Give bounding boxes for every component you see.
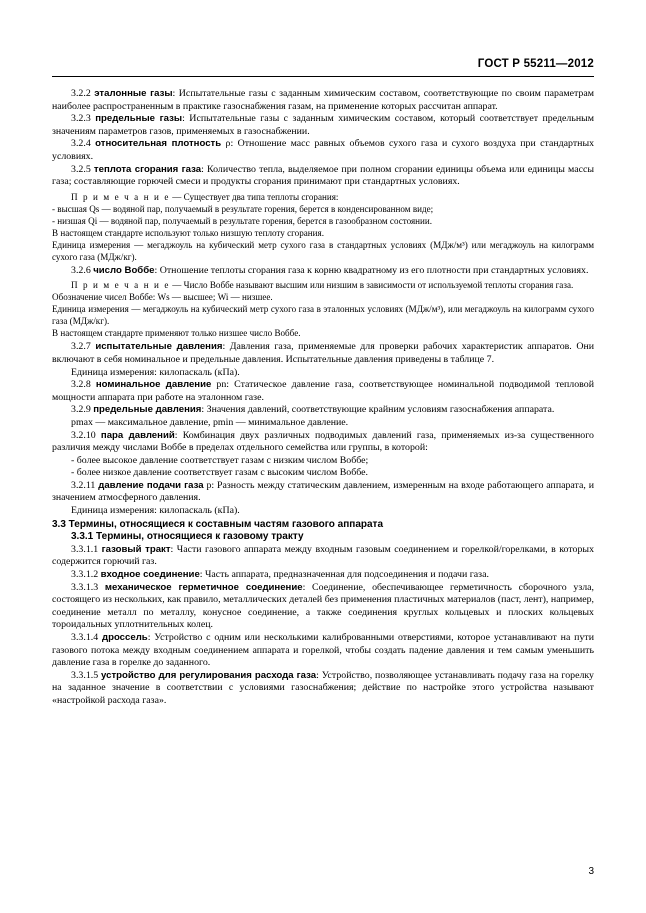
clause-3-2-9 <box>52 404 594 417</box>
list-item: - более низкое давление соответствует газам с высоким числом Воббе. <box>71 467 368 479</box>
clause-number: 3.2.6 <box>71 264 91 276</box>
unit-line-kpa-1: Единица измерения: килопаскаль (кПа). <box>71 366 240 378</box>
clause-3-2-5 <box>52 164 594 189</box>
clause-number: 3.2.5 <box>71 163 91 175</box>
clause-3-3-1-3 <box>52 582 594 632</box>
clause-number: 3.2.2 <box>71 88 91 99</box>
note-label: П р и м е ч а н и е <box>71 280 171 291</box>
clause-text: : Отношение теплоты сгорания газа к корню квадратному из его плотности при стандартных условиях. <box>154 264 589 276</box>
clause-number: 3.3.1.5 <box>71 669 99 681</box>
clause-term: число Воббе <box>93 264 155 276</box>
clause-text: : Испытательные газы с заданным химическим составом, который соответствует предельным значениям параметров газов, применяемых в газоснабжении. <box>52 113 595 137</box>
clause-3-2-6 <box>52 265 594 278</box>
clause-term: дроссель <box>102 632 148 643</box>
clause-term: пара давлений <box>100 429 175 441</box>
note-intro: — Число Воббе называют высшим или низшим в зависимости от используемой теплоты сгорания газа. <box>170 280 574 291</box>
clause-number: 3.3.1.3 <box>71 581 99 593</box>
note-2-tail: В настоящем стандарте применяют только низшее число Воббе. <box>52 328 301 339</box>
section-heading-3-3: 3.3 Термины, относящиеся к составным частям газового аппарата <box>52 518 384 530</box>
note-2-designation: Обозначение чисел Воббе: Ws — высшее; Wi — низшее. <box>52 292 273 303</box>
clause-text: : Комбинация двух различных подводимых давлений газа, применяемых из-за существенного различия между числами Воббе в пределах отдельного семейства или группы, в которой: <box>52 429 594 454</box>
clause-term: теплота сгорания газа <box>93 163 202 175</box>
clause-3-2-10 <box>52 430 594 455</box>
clause-number: 3.2.11 <box>71 479 96 491</box>
clause-3-2-4 <box>52 138 594 163</box>
note-intro: — Существует два типа теплоты сгорания: <box>170 191 339 202</box>
clause-number: 3.2.9 <box>71 404 91 416</box>
clause-3-3-1-1 <box>52 544 594 569</box>
clause-number: 3.2.3 <box>71 113 91 125</box>
clause-text: : Соединение, обеспечивающее герметичность сборочного узла, состоящего из нескольких, как правило, металлических деталей без применения пластичных материалов (паст, лент), например, соединение металл по металлу, конусное соединение, а также соединения круглых кольцевых и плоских кольцевых тороидальных уплотнительных колец. <box>52 581 595 631</box>
clause-term: давление подачи газа <box>98 479 204 491</box>
clause-3-3-1-5 <box>52 670 594 708</box>
clause-term: номинальное давление <box>95 379 212 391</box>
clause-text: pn: Статическое давление газа, соответствующее номинальной подводимой тепловой мощности аппарата при работе на эталонном газе. <box>52 379 594 403</box>
unit-line-kpa-2: Единица измерения: килопаскаль (кПа). <box>71 505 240 517</box>
list-item: - более высокое давление соответствует газам с низким числом Воббе; <box>71 454 369 466</box>
clause-term: механическое герметичное соединение <box>104 581 303 593</box>
page-number: 3 <box>588 866 594 877</box>
clause-number: 3.2.8 <box>71 379 91 391</box>
clause-3-3-1-2 <box>52 569 594 582</box>
clause-3-2-11 <box>52 480 594 505</box>
clause-text: : Часть аппарата, предназначенная для подсоединения и подачи газа. <box>199 569 489 581</box>
clause-3-2-3 <box>52 113 594 138</box>
note-1-unit: Единица измерения — мегаджоуль на кубический метр сухого газа в стандартных условиях (МДж/м³) или мегаджоуль на килограмм сухого газа (МДж/кг). <box>52 239 594 262</box>
clause-term: испытательные давления <box>95 341 223 353</box>
note-1-line-3: В настоящем стандарте используют только низшую теплоту сгорания. <box>52 227 324 238</box>
note-label: П р и м е ч а н и е <box>71 191 171 202</box>
section-heading-3-3-1: 3.3.1 Термины, относящиеся к газовому тракту <box>71 531 304 543</box>
pressure-limits-line: pmax — максимальное давление, pmin — минимальное давление. <box>71 416 349 428</box>
clause-text: : Значения давлений, соответствующие крайним условиям газоснабжения аппарата. <box>201 404 555 416</box>
clause-number: 3.3.1.4 <box>71 632 99 643</box>
clause-term: предельные газы <box>95 113 183 125</box>
clause-text: : Давления газа, применяемые для проверки рабочих характеристик аппаратов. Они включают в себя номинальное и предельные давления. Испытательные давления приведены в таблице 7. <box>52 341 595 365</box>
document-body <box>52 88 594 708</box>
clause-term: входное соединение <box>100 569 200 581</box>
clause-3-3-1-4 <box>52 632 594 670</box>
clause-number: 3.2.4 <box>71 138 91 150</box>
page-header-standard-title: ГОСТ Р 55211—2012 <box>477 58 594 70</box>
clause-term: газовый тракт <box>101 543 171 555</box>
clause-term: эталонные газы <box>94 88 173 99</box>
clause-number: 3.3.1.2 <box>71 569 99 581</box>
clause-text: : Устройство, позволяющее устанавливать подачу газа на горелку на заданное значение в соответствии с условиями газоснабжения; действие по настройке этого устройства называют «настройкой расхода газа». <box>52 669 594 706</box>
note-1-line-1: - высшая Qs — водяной пар, получаемый в результате горения, берется в конденсированном виде; <box>52 203 434 214</box>
note-2 <box>52 279 594 291</box>
note-1 <box>52 191 594 203</box>
clause-text: : Испытательные газы с заданным химическим составом, соответствующие по своим параметрам наиболее распространенным в практике газоснабжения газам, на применение которых рассчитан аппарат. <box>52 88 595 112</box>
clause-text: : Количество тепла, выделяемое при полном сгорании единицы объема или единицы массы газа; составляющие горючей смеси и продукты сгорания принимают при стандартных условиях. <box>52 163 595 188</box>
clause-term: относительная плотность <box>95 138 222 150</box>
header-divider <box>52 76 594 77</box>
note-1-line-2: - низшая Qi — водяной пар, получаемый в результате горения, берется в газообразном состоянии. <box>52 215 433 226</box>
clause-text: : Части газового аппарата между входным газовым соединением и горелкой/горелками, в которых содержится горючий газ. <box>52 543 595 568</box>
clause-term: предельные давления <box>93 404 202 416</box>
clause-text: p: Разность между статическим давлением, измеренным на входе работающего аппарата, и значением атмосферного давления. <box>52 479 595 504</box>
clause-text: : Устройство с одним или несколькими калиброванными отверстиями, которое устанавливают на пути газового потока между входным соединением аппарата и горелкой, чтобы создать падение давления и тем самым уменьшить давление газа в горелке до заданного. <box>52 632 595 669</box>
clause-term: устройство для регулирования расхода газа <box>101 669 317 681</box>
clause-number: 3.2.10 <box>71 429 96 441</box>
note-2-unit: Единица измерения — мегаджоуль на кубический метр сухого газа в эталонных условиях (МДж/м³), или мегаджоуль на килограмм сухого газа (МДж/кг). <box>52 304 594 327</box>
clause-text: ρ: Отношение масс равных объемов сухого газа и сухого воздуха при стандартных условиях. <box>52 138 595 162</box>
clause-3-2-2 <box>52 88 594 113</box>
clause-number: 3.3.1.1 <box>71 543 99 555</box>
clause-number: 3.2.7 <box>71 341 91 353</box>
clause-3-2-8 <box>52 379 594 404</box>
clause-3-2-7 <box>52 341 594 366</box>
